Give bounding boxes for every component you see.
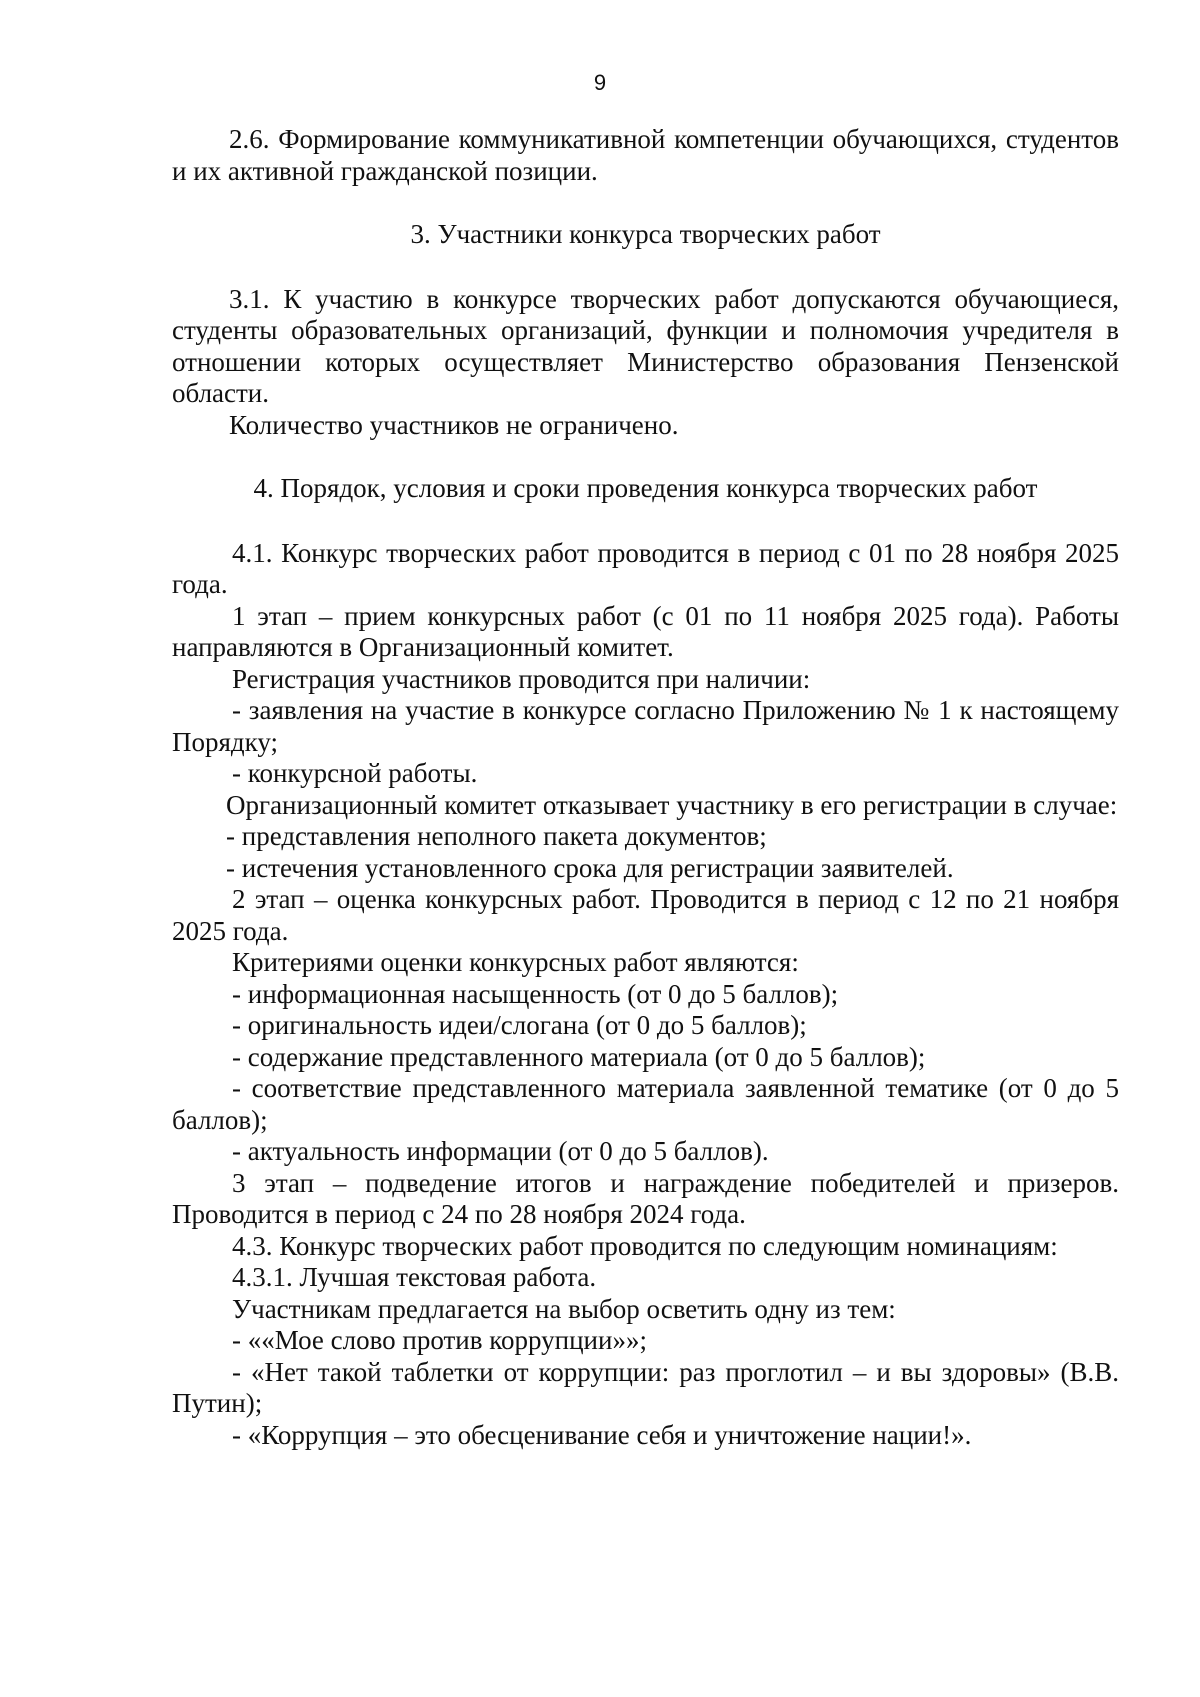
paragraph-participant-count: Количество участников не ограничено. (229, 409, 679, 440)
paragraph-refusal: Организационный комитет отказывает участнику в его регистрации в случае: (226, 789, 1118, 820)
paragraph-4-3: 4.3. Конкурс творческих работ проводится по следующим номинациям: (232, 1230, 1058, 1261)
section-heading-3: 3. Участники конкурса творческих работ (410, 219, 881, 249)
list-item-refusal-1: - представления неполного пакета документов; (226, 821, 767, 851)
list-item-criteria-2: - оригинальность идеи/слогана (от 0 до 5 баллов); (232, 1010, 807, 1040)
page-number: 9 (593, 70, 607, 95)
paragraph-2-6: 2.6. Формирование коммуникативной компетенции обучающихся, студентов и их активной гражданской позиции. (172, 124, 1119, 186)
list-item-registration-2: - конкурсной работы. (232, 758, 478, 788)
section-heading-4: 4. Порядок, условия и сроки проведения конкурса творческих работ (253, 473, 1038, 503)
paragraph-4-3-1: 4.3.1. Лучшая текстовая работа. (232, 1262, 597, 1292)
paragraph-stage-3: 3 этап – подведение итогов и награждение победителей и призеров. Проводится в период с 24 по 28 ноября 2024 года. (172, 1167, 1119, 1229)
document-body (172, 124, 1119, 1451)
paragraph-criteria: Критериями оценки конкурсных работ являются: (232, 947, 799, 977)
paragraph-stage-2: 2 этап – оценка конкурсных работ. Проводится в период с 12 по 21 ноября 2025 года. (172, 884, 1119, 946)
list-item-theme-1: - ««Мое слово против коррупции»»; (232, 1325, 647, 1355)
list-item-registration-1: - заявления на участие в конкурсе согласно Приложению № 1 к настоящему Порядку; (172, 695, 1119, 757)
paragraph-registration: Регистрация участников проводится при наличии: (232, 663, 811, 694)
list-item-criteria-5: - актуальность информации (от 0 до 5 баллов). (232, 1136, 769, 1166)
list-item-criteria-3: - содержание представленного материала (от 0 до 5 баллов); (232, 1041, 926, 1072)
list-item-criteria-1: - информационная насыщенность (от 0 до 5 баллов); (232, 978, 839, 1009)
list-item-theme-2: - «Нет такой таблетки от коррупции: раз проглотил – и вы здоровы» (В.В. Путин); (172, 1356, 1119, 1418)
paragraph-3-1: 3.1. К участию в конкурсе творческих работ допускаются обучающиеся, студенты образовательных организаций, функции и полномочия учредителя в отношении которых осуществляет Министерство образования Пензенской области. (172, 283, 1119, 408)
paragraph-themes: Участникам предлагается на выбор осветить одну из тем: (232, 1293, 896, 1324)
list-item-theme-3: - «Коррупция – это обесценивание себя и уничтожение нации!». (232, 1419, 972, 1450)
list-item-criteria-4: - соответствие представленного материала заявленной тематике (от 0 до 5 баллов); (172, 1073, 1119, 1135)
paragraph-4-1: 4.1. Конкурс творческих работ проводится в период с 01 по 28 ноября 2025 года. (172, 537, 1119, 599)
paragraph-stage-1: 1 этап – прием конкурсных работ (с 01 по 11 ноября 2025 года). Работы направляются в Организационный комитет. (172, 600, 1119, 662)
list-item-refusal-2: - истечения установленного срока для регистрации заявителей. (226, 852, 954, 883)
